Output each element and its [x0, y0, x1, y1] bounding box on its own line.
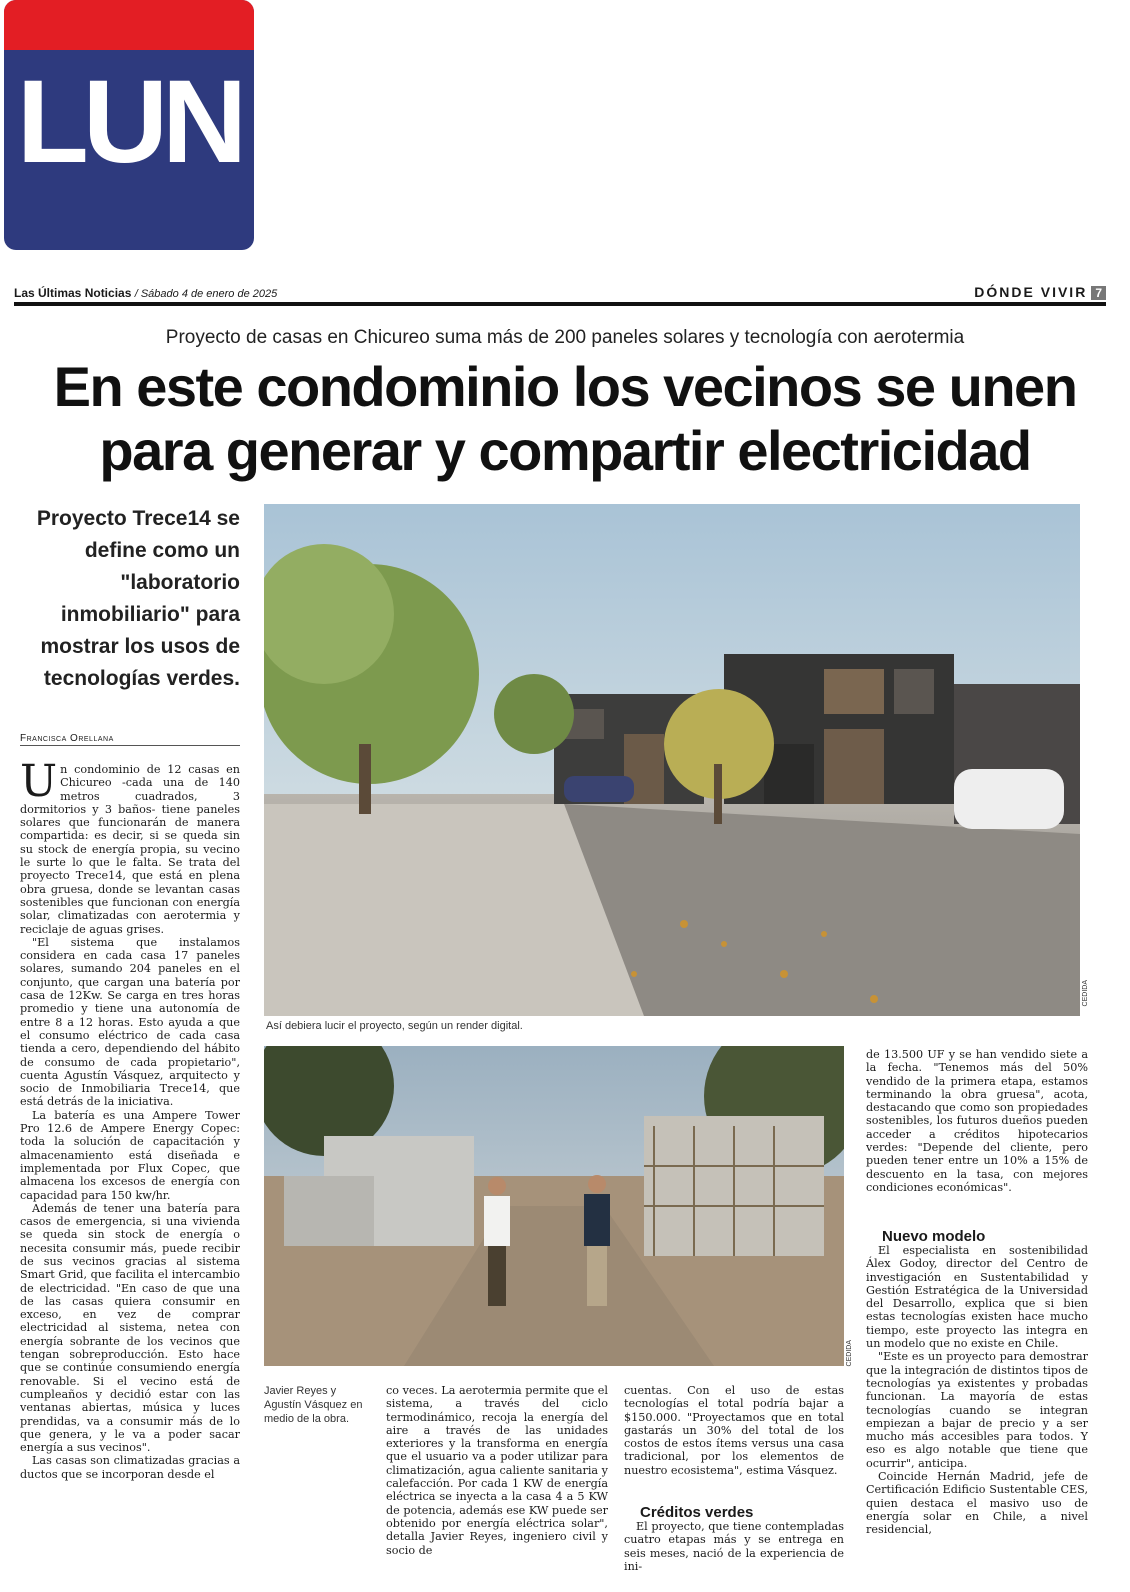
headline-line-1: En este condominio los vecinos se unen — [53, 355, 1077, 418]
article-column-3 — [386, 1384, 608, 1557]
paragraph: La batería es una Ampere Tower Pro 12.6 de Ampere Energy Copec: toda la solución de capacitación y almacenamiento está diseñada e implementada por Flux Copec, que almacena los excesos de energía con capacidad para 150 kw/hr. — [20, 1108, 240, 1202]
article-column-5-continued — [866, 1244, 1088, 1592]
kicker: Proyecto de casas en Chicureo suma más de 200 paneles solares y tecnología con aerotermia — [165, 327, 965, 348]
article-column-1 — [20, 763, 240, 1591]
publication-name: Las Últimas Noticias — [14, 286, 132, 300]
headline — [10, 355, 1120, 483]
page-number: 7 — [1091, 286, 1106, 300]
lun-logo — [4, 0, 254, 250]
masthead-section — [974, 284, 1106, 300]
paragraph: "Este es un proyecto para demostrar que la integración de distintos tipos de tecnologías ya existentes y probadas funcionan. La mayoría de estas tecnologías cuando se integran empiezan a bajar de precio y a ser mucho más accesibles para todos. Y eso es algo notable que tiene que ocurrir", anticipa. — [866, 1350, 1088, 1470]
paragraph: de 13.500 UF y se han vendido siete a la fecha. "Tenemos más del 50% vendido de la primera etapa, estamos terminando la obra gruesa", acota, destacando que como son propiedades sostenibles, los futuros dueños pueden acceder a créditos hipotecarios verdes: "Depende del cliente, pero pueden tener entre un 10% a 15% de descuento en la tasa, con mejores condiciones económicas". — [866, 1048, 1088, 1194]
paragraph: El proyecto, que tiene contempladas cuatro etapas más y se entrega en seis meses, nació de la experiencia de ini- — [624, 1520, 844, 1573]
article-column-4 — [624, 1384, 844, 1504]
paragraph: Además de tener una batería para casos de emergencia, si una vivienda se queda sin stock de energía o necesita consumir más, puede recibir de sus vecinos gracias al sistema Smart Grid, que facilita el intercambio de electricidad. "En caso de que una de las casas quiera consumir en exceso, en vez de comprar electricidad al sistema, netea con energía sobrante de los vecinos que tengan sobreproducción. Esto hace que se continúe consumiendo energía renovable. Si el vecino está de cumpleaños y decidió estar con las ventanas abiertas, música y luces prendidas, va a consumir más de lo que genera, y le va a poder sacar energía a sus vecinos". — [20, 1201, 240, 1455]
byline-rule — [20, 745, 240, 746]
masthead-publication — [14, 286, 277, 300]
byline: Francisca Orellana — [20, 733, 114, 744]
deck: Proyecto Trece14 se define como un "laboratorio inmobiliario" para mostrar los usos de tecnologías verdes. — [36, 507, 240, 690]
site-credit: CEDIDA — [846, 1340, 853, 1367]
dropcap: U — [20, 763, 58, 807]
article-column-5 — [866, 1048, 1088, 1220]
paragraph: co veces. La aerotermia permite que el sistema, a través del ciclo termodinámico, recoja la energía del aire a través de las unidades exteriores y la transforma en energía que el usuario va a poder utilizar para climatización, agua caliente sanitaria y calefacción. Por cada 1 KW de energía eléctrica se inyecta a la casa 4 a 5 KW de potencia, además ese KW puede ser obtenido por energía eléctrica solar", detalla Javier Reyes, ingeniero civil y socio de — [386, 1384, 608, 1557]
site-caption: Javier Reyes y Agustín Vásquez en medio de la obra. — [264, 1385, 363, 1425]
subhead-nuevo-modelo: Nuevo modelo — [882, 1228, 986, 1245]
paragraph: Las casas son climatizadas gracias a ductos que se incorporan desde el — [20, 1454, 240, 1481]
article-column-4-continued — [624, 1520, 844, 1592]
publication-date: / Sábado 4 de enero de 2025 — [134, 288, 278, 300]
paragraph: Un condominio de 12 casas en Chicureo -cada una de 140 metros cuadrados, 3 dormitorios y 3 baños- tiene paneles solares que funcionarán de manera compartida: es decir, si se queda sin su stock de energía propia, su vecino le surte lo que le falta. Se trata del proyecto Trece14, que está en plena obra gruesa, donde se levantan casas sostenibles que funcionan con energía solar, climatizadas con aerotermia y reciclaje de aguas grises. — [20, 763, 240, 936]
masthead-rule — [14, 302, 1106, 306]
render-credit: CEDIDA — [1082, 980, 1089, 1007]
paragraph: El especialista en sostenibilidad Álex Godoy, director del Centro de investigación en Sustentabilidad y Gestión Estratégica de la Universidad del Desarrollo, explica que si bien estas tecnologías existen hace mucho tiempo, este proyecto las integra en un modelo que no existe en Chile. — [866, 1244, 1088, 1351]
headline-line-2: para generar y compartir electricidad — [99, 419, 1031, 482]
paragraph: Coincide Hernán Madrid, jefe de Certificación Edificio Sustentable CES, quien destaca el masivo uso de energía solar en Chile, a nivel residencial, — [866, 1470, 1088, 1537]
site-photo — [264, 1046, 844, 1366]
render-caption: Así debiera lucir el proyecto, según un render digital. — [266, 1020, 523, 1032]
logo-text: LUN — [16, 56, 242, 188]
section-name: DÓNDE VIVIR — [974, 284, 1088, 300]
render-photo — [264, 504, 1080, 1016]
subhead-creditos-verdes: Créditos verdes — [640, 1504, 754, 1521]
paragraph: "El sistema que instalamos considera en cada casa 17 paneles solares, sumando 204 paneles en el conjunto, que cargan una batería por casa de 12Kw. Se carga en tres horas promedio y tiene una autonomía de entre 8 a 12 horas. Esto ayuda a que el consumo eléctrico de cada casa tienda a cero, dependiendo del hábito de consumo de cada propietario", cuenta Agustín Vásquez, arquitecto y socio de Inmobiliaria Trece14, que está detrás de la iniciativa. — [20, 935, 240, 1109]
logo-red-band — [4, 0, 254, 50]
paragraph: cuentas. Con el uso de estas tecnologías el total podría bajar a $150.000. "Proyectamos que en total gastarás un 30% del total de los costos de estos ítems versus una casa tradicional, por los elementos de nuestro ecosistema", estima Vásquez. — [624, 1384, 844, 1477]
